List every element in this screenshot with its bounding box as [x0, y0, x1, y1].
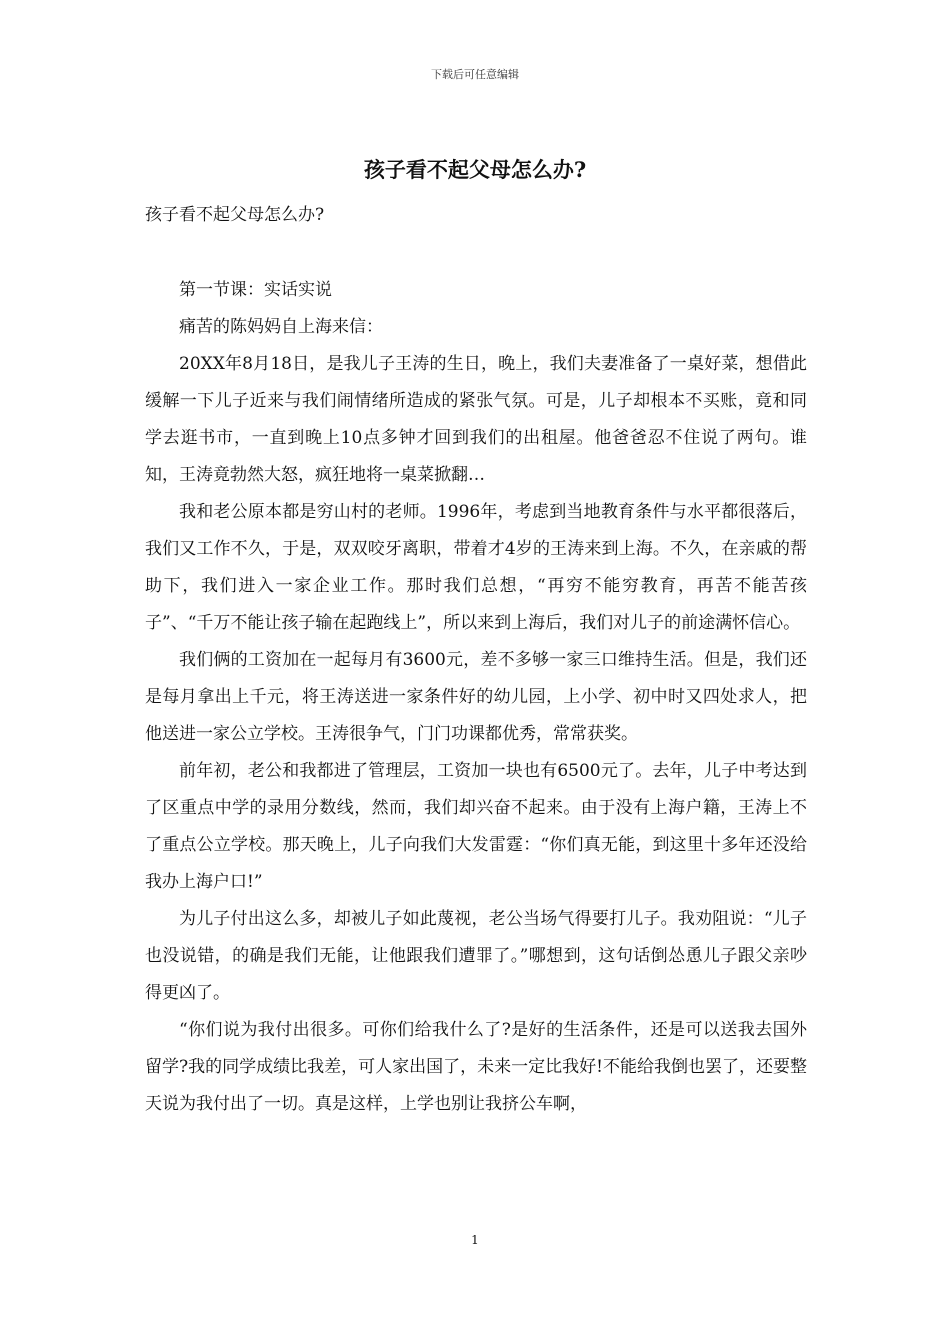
paragraph: 我们俩的工资加在一起每月有3600元，差不多够一家三口维持生活。但是，我们还是每月拿出上千元，将王涛送进一家条件好的幼儿园，上小学、初中时又四处求人，把他送进一家公立学校。王涛很争气，门门功课都优秀，常常获奖。 — [145, 650, 807, 744]
page-number: 1 — [471, 1233, 479, 1247]
paragraph: 为儿子付出这么多，却被儿子如此蔑视，老公当场气得要打儿子。我劝阻说：“儿子也没说错，的确是我们无能，让他跟我们遭罪了。”哪想到，这句话倒怂恿儿子跟父亲吵得更凶了。 — [145, 909, 807, 1003]
paragraph-section-heading: 第一节课：实话实说 — [179, 280, 332, 300]
paragraph: 我和老公原本都是穷山村的老师。1996年，考虑到当地教育条件与水平都很落后，我们又工作不久，于是，双双咬牙离职，带着才4岁的王涛来到上海。不久，在亲戚的帮助下，我们进入一家企业工作。那时我们总想，“再穷不能穷教育，再苦不能苦孩子”、“千万不能让孩子输在起跑线上”，所以来到上海后，我们对儿子的前途满怀信心。 — [145, 502, 807, 633]
document-title: 孩子看不起父母怎么办? — [363, 157, 587, 182]
paragraph: “你们说为我付出很多。可你们给我什么了?是好的生活条件，还是可以送我去国外留学?我的同学成绩比我差，可人家出国了，未来一定比我好!不能给我倒也罢了，还要整天说为我付出了一切。真是这样，上学也别让我挤公车啊， — [145, 1020, 807, 1114]
document-body — [145, 272, 807, 1123]
document-subtitle: 孩子看不起父母怎么办? — [145, 205, 325, 225]
header-note: 下载后可任意编辑 — [431, 68, 519, 81]
paragraph-letter-intro: 痛苦的陈妈妈自上海来信： — [179, 317, 383, 337]
paragraph: 前年初，老公和我都进了管理层，工资加一块也有6500元了。去年，儿子中考达到了区重点中学的录用分数线，然而，我们却兴奋不起来。由于没有上海户籍，王涛上不了重点公立学校。那天晚上，儿子向我们大发雷霆：“你们真无能，到这里十多年还没给我办上海户口!” — [145, 761, 807, 892]
paragraph: 20XX年8月18日，是我儿子王涛的生日，晚上，我们夫妻准备了一桌好菜，想借此缓解一下儿子近来与我们闹情绪所造成的紧张气氛。可是，儿子却根本不买账，竟和同学去逛书市，一直到晚上10点多钟才回到我们的出租屋。他爸爸忍不住说了两句。谁知，王涛竟勃然大怒，疯狂地将一桌菜掀翻… — [145, 354, 807, 485]
